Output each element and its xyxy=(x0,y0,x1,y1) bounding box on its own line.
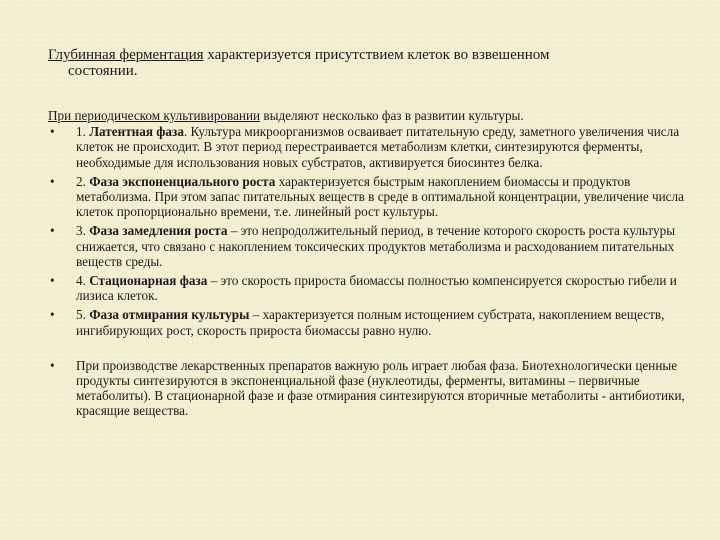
content-body xyxy=(48,108,688,419)
phase-name: Фаза замедления роста xyxy=(89,223,228,239)
phase-name: Фаза отмирания культуры xyxy=(89,307,250,323)
bullet: • xyxy=(50,273,55,289)
phase-text: – характеризуется полным истощением субстрата, накоплением веществ, ингибирующих рост, скорость прироста биомассы равно нулю. xyxy=(76,307,665,338)
bullet: • xyxy=(50,124,55,140)
phase-item-2 xyxy=(48,174,688,220)
phase-item-4 xyxy=(48,273,688,303)
phase-name: Фаза экспоненциального роста xyxy=(89,173,276,189)
intro-text: характеризуется присутствием клеток во взвешенном xyxy=(203,47,550,63)
phase-name: Стационарная фаза xyxy=(89,273,208,289)
intro-continuation: состоянии. xyxy=(68,63,138,79)
periodic-paragraph xyxy=(48,108,688,123)
phase-number: 5. xyxy=(76,307,90,323)
conclusion-item xyxy=(48,358,688,419)
phase-name: Латентная фаза xyxy=(89,124,184,140)
phase-text: . Культура микроорганизмов осваивает питательную среду, заметного увеличения числа клеток не происходит. В этот период перестраивается метаболизм клетки, синтезируются ферменты, необходимые для использования новых субстратов, активируется биосинтез белка. xyxy=(76,124,680,170)
phase-number: 3. xyxy=(76,223,90,239)
phase-item-3 xyxy=(48,223,688,269)
periodic-term: При периодическом культивировании xyxy=(48,108,261,123)
intro-term: Глубинная ферментация xyxy=(48,47,204,63)
bullet: • xyxy=(50,173,55,189)
phase-text: характеризуется быстрым накоплением биомассы и продуктов метаболизма. При этом запас питательных веществ в среде в оптимальной концентрации, увеличение числа клеток пропорционально времени, т.е. линейный рост культуры. xyxy=(76,173,684,220)
phase-item-1 xyxy=(48,124,688,170)
phase-text: – это скорость прироста биомассы полностью компенсируется скоростью гибели и лизиса клеток. xyxy=(76,273,677,304)
bullet: • xyxy=(50,357,55,373)
phase-number: 4. xyxy=(76,273,90,289)
intro-paragraph xyxy=(48,47,698,79)
phase-item-5 xyxy=(48,307,688,337)
phase-number: 1. xyxy=(76,124,90,140)
conclusion-text: При производстве лекарственных препаратов важную роль играет любая фаза. Биотехнологически ценные продукты синтезируются в экспоненциальной фазе (нуклеотиды, ферменты, витамины – первичные метаболиты). В стационарной фазе и фазе отмирания синтезируются вторичные метаболиты - антибиотики, красящие вещества. xyxy=(76,357,685,419)
phase-number: 2. xyxy=(76,173,90,189)
bullet: • xyxy=(50,307,55,323)
periodic-text: выделяют несколько фаз в развитии культуры. xyxy=(260,108,524,123)
phase-text: – это непродолжительный период, в течение которого скорость роста культуры снижается, что связано с накоплением токсических продуктов метаболизма и расходованием питательных веществ среды. xyxy=(76,223,676,269)
bullet: • xyxy=(50,223,55,239)
